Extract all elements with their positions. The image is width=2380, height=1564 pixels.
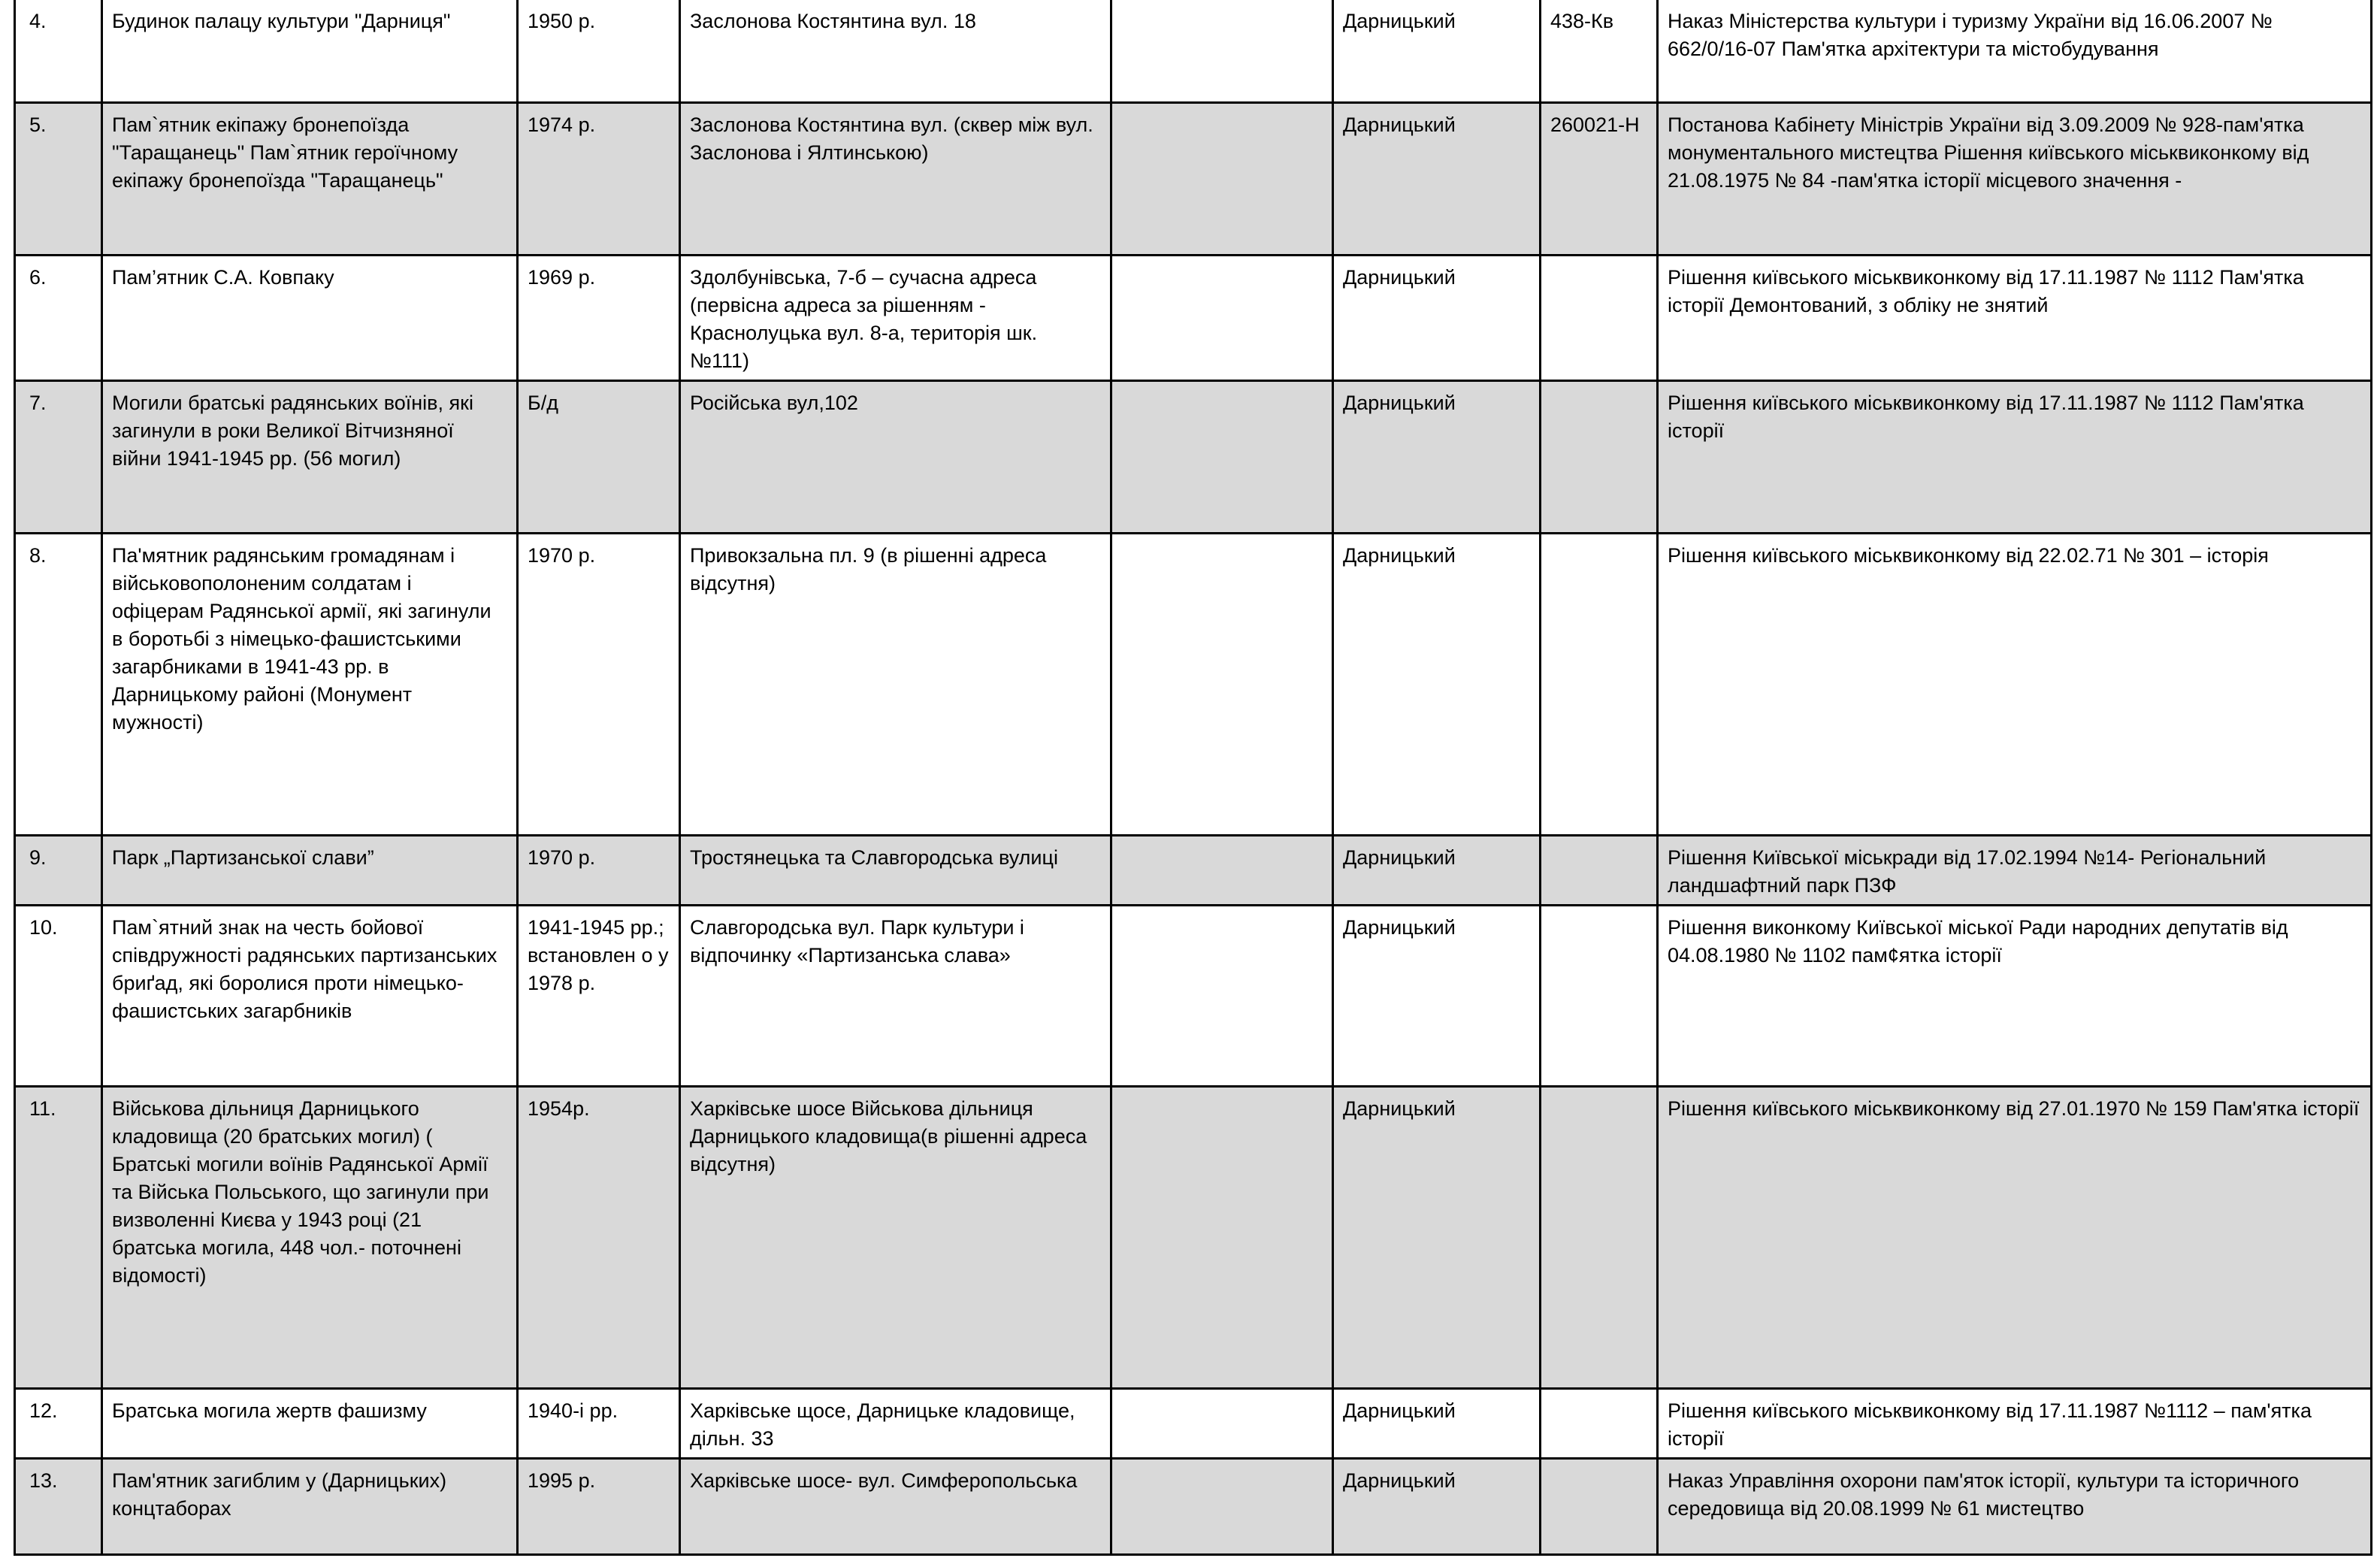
cell-registry-code bbox=[1541, 255, 1658, 380]
cell-monument-name: Військова дільниця Дарницького кладовища (20 братських могил) ( Братські могили воїнів Радянської Армії та Війська Польського, що загинули при визволенні Києва у 1943 році (21 братська могила, 448 чол.- поточнені відомості) bbox=[102, 1086, 518, 1388]
cell-district: Дарницький bbox=[1333, 835, 1541, 905]
table-body bbox=[15, 0, 2372, 1554]
cell-date: 1974 р. bbox=[518, 102, 680, 255]
cell-empty bbox=[1111, 255, 1333, 380]
cell-number: 4. bbox=[15, 0, 102, 102]
table-row bbox=[15, 905, 2372, 1086]
cell-number: 10. bbox=[15, 905, 102, 1086]
cell-district: Дарницький bbox=[1333, 533, 1541, 835]
cell-district: Дарницький bbox=[1333, 0, 1541, 102]
cell-district: Дарницький bbox=[1333, 905, 1541, 1086]
cell-address: Російська вул,102 bbox=[680, 380, 1111, 533]
cell-date: 1940-і рр. bbox=[518, 1388, 680, 1458]
cell-monument-name: Могили братські радянських воїнів, які загинули в роки Великої Вітчизняної війни 1941-1945 рр. (56 могил) bbox=[102, 380, 518, 533]
cell-protection-document: Рішення київського міськвиконкому від 17.11.1987 № 1112 Пам'ятка історії bbox=[1658, 380, 2372, 533]
cell-address: Славгородська вул. Парк культури і відпочинку «Партизанська слава» bbox=[680, 905, 1111, 1086]
cell-protection-document: Рішення київського міськвиконкому від 27.01.1970 № 159 Пам'ятка історії bbox=[1658, 1086, 2372, 1388]
cell-date: 1970 р. bbox=[518, 533, 680, 835]
cell-empty bbox=[1111, 102, 1333, 255]
cell-monument-name: Пам`ятник екіпажу бронепоїзда "Таращанець" Пам`ятник героїчному екіпажу бронепоїзда "Таращанець" bbox=[102, 102, 518, 255]
cell-date: 1970 р. bbox=[518, 835, 680, 905]
cell-registry-code bbox=[1541, 380, 1658, 533]
cell-protection-document: Рішення виконкому Київської міської Ради народних депутатів від 04.08.1980 № 1102 пам¢ятка історії bbox=[1658, 905, 2372, 1086]
cell-address: Тростянецька та Славгородська вулиці bbox=[680, 835, 1111, 905]
table-row bbox=[15, 380, 2372, 533]
cell-protection-document: Наказ Міністерства культури і туризму України від 16.06.2007 № 662/0/16-07 Пам'ятка архітектури та містобудування bbox=[1658, 0, 2372, 102]
cell-empty bbox=[1111, 1458, 1333, 1554]
cell-protection-document: Постанова Кабінету Міністрів України від 3.09.2009 № 928-пам'ятка монументального мистецтва Рішення київського міськвиконкому від 21.08.1975 № 84 -пам'ятка історії місцевого значення - bbox=[1658, 102, 2372, 255]
cell-registry-code bbox=[1541, 533, 1658, 835]
cell-address: Заслонова Костянтина вул. (сквер між вул. Заслонова і Ялтинською) bbox=[680, 102, 1111, 255]
cell-registry-code bbox=[1541, 1388, 1658, 1458]
cell-protection-document: Рішення київського міськвиконкому від 17.11.1987 № 1112 Пам'ятка історії Демонтований, з обліку не знятий bbox=[1658, 255, 2372, 380]
cell-protection-document: Рішення Київської міськради від 17.02.1994 №14- Регіональний ландшафтний парк ПЗФ bbox=[1658, 835, 2372, 905]
cell-address: Привокзальна пл. 9 (в рішенні адреса відсутня) bbox=[680, 533, 1111, 835]
cell-monument-name: Пам'ятник загиблим у (Дарницьких) концтаборах bbox=[102, 1458, 518, 1554]
cell-date: 1969 р. bbox=[518, 255, 680, 380]
cell-district: Дарницький bbox=[1333, 1458, 1541, 1554]
cell-protection-document: Рішення київського міськвиконкому від 22.02.71 № 301 – історія bbox=[1658, 533, 2372, 835]
cell-date: 1954р. bbox=[518, 1086, 680, 1388]
cell-empty bbox=[1111, 0, 1333, 102]
cell-registry-code: 260021-Н bbox=[1541, 102, 1658, 255]
cell-empty bbox=[1111, 533, 1333, 835]
cell-registry-code: 438-Кв bbox=[1541, 0, 1658, 102]
cell-number: 5. bbox=[15, 102, 102, 255]
cell-date: 1995 р. bbox=[518, 1458, 680, 1554]
cell-district: Дарницький bbox=[1333, 1388, 1541, 1458]
cell-date: 1941-1945 рр.; встановлен о у 1978 р. bbox=[518, 905, 680, 1086]
cell-registry-code bbox=[1541, 1458, 1658, 1554]
cell-registry-code bbox=[1541, 1086, 1658, 1388]
cell-address: Здолбунівська, 7-б – сучасна адреса (первісна адреса за рішенням - Краснолуцька вул. 8-а, територія шк. №111) bbox=[680, 255, 1111, 380]
table-row bbox=[15, 1086, 2372, 1388]
cell-address: Заслонова Костянтина вул. 18 bbox=[680, 0, 1111, 102]
table-row bbox=[15, 0, 2372, 102]
cell-registry-code bbox=[1541, 835, 1658, 905]
cell-monument-name: Будинок палацу культури "Дарниця" bbox=[102, 0, 518, 102]
cell-number: 11. bbox=[15, 1086, 102, 1388]
cell-empty bbox=[1111, 380, 1333, 533]
cell-monument-name: Братська могила жертв фашизму bbox=[102, 1388, 518, 1458]
cell-empty bbox=[1111, 1086, 1333, 1388]
table-row bbox=[15, 1388, 2372, 1458]
table-row bbox=[15, 255, 2372, 380]
cell-empty bbox=[1111, 835, 1333, 905]
cell-monument-name: Парк „Партизанської слави” bbox=[102, 835, 518, 905]
cell-monument-name: Пам’ятник С.А. Ковпаку bbox=[102, 255, 518, 380]
cell-number: 7. bbox=[15, 380, 102, 533]
cell-district: Дарницький bbox=[1333, 1086, 1541, 1388]
cell-number: 13. bbox=[15, 1458, 102, 1554]
cell-date: Б/д bbox=[518, 380, 680, 533]
table-row bbox=[15, 533, 2372, 835]
cell-district: Дарницький bbox=[1333, 102, 1541, 255]
cell-number: 12. bbox=[15, 1388, 102, 1458]
cell-address: Харківське шосе Військова дільниця Дарницького кладовища(в рішенні адреса відсутня) bbox=[680, 1086, 1111, 1388]
cell-address: Харківське щосе, Дарницьке кладовище, дільн. 33 bbox=[680, 1388, 1111, 1458]
cell-protection-document: Рішення київського міськвиконкому від 17.11.1987 №1112 – пам'ятка історії bbox=[1658, 1388, 2372, 1458]
monuments-table bbox=[14, 0, 2372, 1556]
table-row bbox=[15, 102, 2372, 255]
cell-district: Дарницький bbox=[1333, 380, 1541, 533]
cell-monument-name: Пам`ятний знак на честь бойової співдружності радянських партизанських бриґад, які боролися проти німецько-фашистських загарбників bbox=[102, 905, 518, 1086]
cell-date: 1950 р. bbox=[518, 0, 680, 102]
cell-number: 6. bbox=[15, 255, 102, 380]
cell-district: Дарницький bbox=[1333, 255, 1541, 380]
cell-address: Харківське шосе- вул. Симферопольська bbox=[680, 1458, 1111, 1554]
table-row bbox=[15, 1458, 2372, 1554]
cell-registry-code bbox=[1541, 905, 1658, 1086]
cell-monument-name: Па'мятник радянським громадянам і військовополоненим солдатам і офіцерам Радянської армії, які загинули в боротьбі з німецько-фашистськими загарбниками в 1941-43 рр. в Дарницькому районі (Монумент мужності) bbox=[102, 533, 518, 835]
cell-protection-document: Наказ Управління охорони пам'яток історії, культури та історичного середовища від 20.08.1999 № 61 мистецтво bbox=[1658, 1458, 2372, 1554]
table-row bbox=[15, 835, 2372, 905]
cell-empty bbox=[1111, 905, 1333, 1086]
cell-number: 9. bbox=[15, 835, 102, 905]
cell-number: 8. bbox=[15, 533, 102, 835]
cell-empty bbox=[1111, 1388, 1333, 1458]
